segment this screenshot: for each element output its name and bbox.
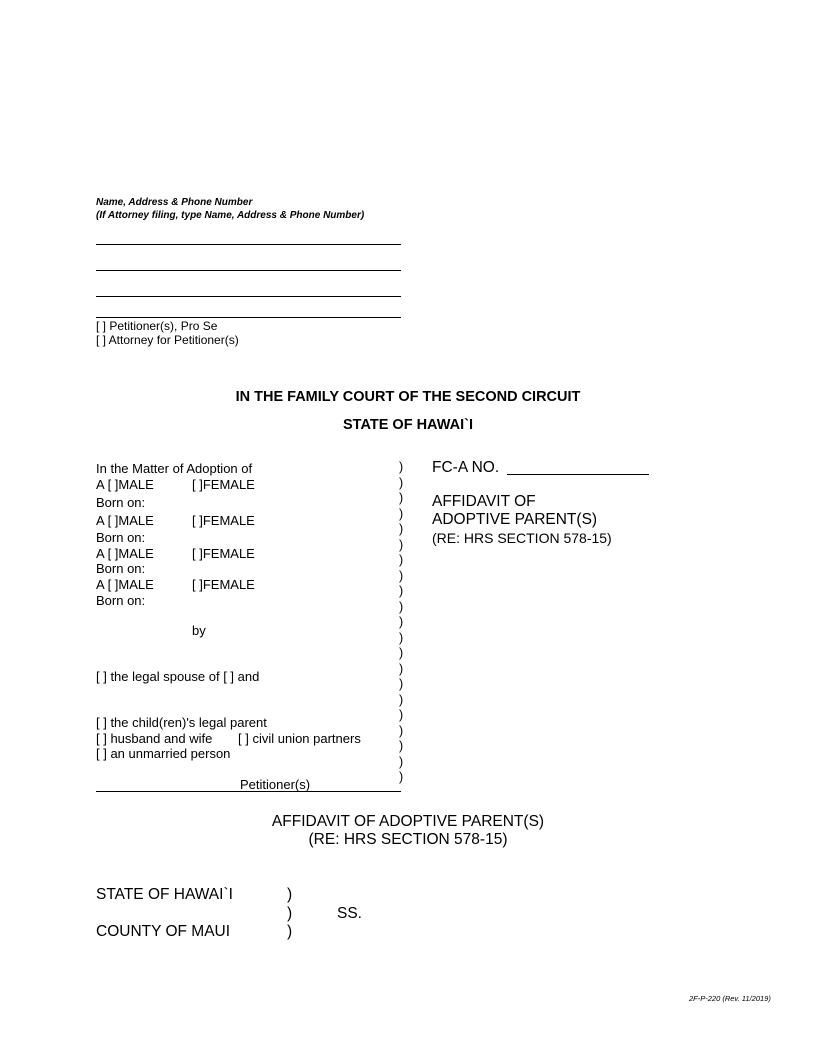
court-name: IN THE FAMILY COURT OF THE SECOND CIRCUIT: [235, 389, 581, 405]
address-line-4[interactable]: [96, 317, 401, 318]
child-3-born-on: Born on:: [96, 561, 146, 576]
child-1-male-checkbox[interactable]: A [ ]MALE: [96, 477, 154, 492]
child-1-female-checkbox[interactable]: [ ]FEMALE: [192, 477, 255, 492]
venue-paren-2: ): [287, 905, 293, 922]
fc-a-number-field[interactable]: [507, 474, 649, 475]
child-2-male-checkbox[interactable]: A [ ]MALE: [96, 513, 154, 528]
venue-ss: SS.: [337, 905, 362, 922]
checkbox-legal-spouse[interactable]: [ ] the legal spouse of [ ] and: [96, 669, 260, 684]
affidavit-subtitle: (RE: HRS SECTION 578-15): [308, 831, 508, 848]
case-title-line-1: AFFIDAVIT OF: [432, 493, 536, 510]
child-3-female-checkbox[interactable]: [ ]FEMALE: [192, 546, 255, 561]
child-2-born-on: Born on:: [96, 530, 146, 545]
case-title-line-2: ADOPTIVE PARENT(S): [432, 511, 598, 528]
checkbox-civil-union-partners[interactable]: [ ] civil union partners: [238, 731, 361, 746]
child-1-born-on: Born on:: [96, 495, 146, 510]
case-title-line-3: (RE: HRS SECTION 578-15): [432, 530, 612, 546]
checkbox-attorney-for-petitioner[interactable]: [ ] Attorney for Petitioner(s): [96, 333, 239, 347]
header-attorney-note: (If Attorney filing, type Name, Address & Phone Number): [96, 210, 365, 221]
venue-paren-1: ): [287, 886, 293, 903]
venue-state: STATE OF HAWAI`I: [96, 886, 233, 903]
header-name-address-label: Name, Address & Phone Number: [96, 197, 253, 208]
child-4-born-on: Born on:: [96, 593, 146, 608]
venue-county: COUNTY OF MAUI: [96, 923, 231, 940]
checkbox-petitioner-pro-se[interactable]: [ ] Petitioner(s), Pro Se: [96, 319, 218, 333]
caption-by: by: [192, 623, 206, 638]
child-2-female-checkbox[interactable]: [ ]FEMALE: [192, 513, 255, 528]
caption-petitioners: Petitioner(s): [240, 777, 311, 792]
fc-a-number-label: FC-A NO.: [432, 459, 500, 476]
checkbox-legal-parent[interactable]: [ ] the child(ren)'s legal parent: [96, 715, 267, 730]
caption-matter: In the Matter of Adoption of: [96, 461, 253, 476]
checkbox-husband-and-wife[interactable]: [ ] husband and wife: [96, 731, 213, 746]
address-line-1[interactable]: [96, 244, 401, 245]
address-line-2[interactable]: [96, 270, 401, 271]
checkbox-unmarried-person[interactable]: [ ] an unmarried person: [96, 746, 231, 761]
child-3-male-checkbox[interactable]: A [ ]MALE: [96, 546, 154, 561]
child-4-male-checkbox[interactable]: A [ ]MALE: [96, 577, 154, 592]
form-number: 2F-P-220 (Rev. 11/2019): [689, 994, 771, 1003]
affidavit-title: AFFIDAVIT OF ADOPTIVE PARENT(S): [271, 813, 545, 830]
venue-paren-3: ): [287, 923, 293, 940]
address-line-3[interactable]: [96, 296, 401, 297]
caption-parentheses: ) ) ) ) ) ) ) ) ) ) ) ) ) ) ) ) ) ) ) ) ): [399, 460, 404, 784]
court-state: STATE OF HAWAI`I: [343, 417, 473, 433]
child-4-female-checkbox[interactable]: [ ]FEMALE: [192, 577, 255, 592]
caption-bottom-rule: [96, 791, 401, 792]
